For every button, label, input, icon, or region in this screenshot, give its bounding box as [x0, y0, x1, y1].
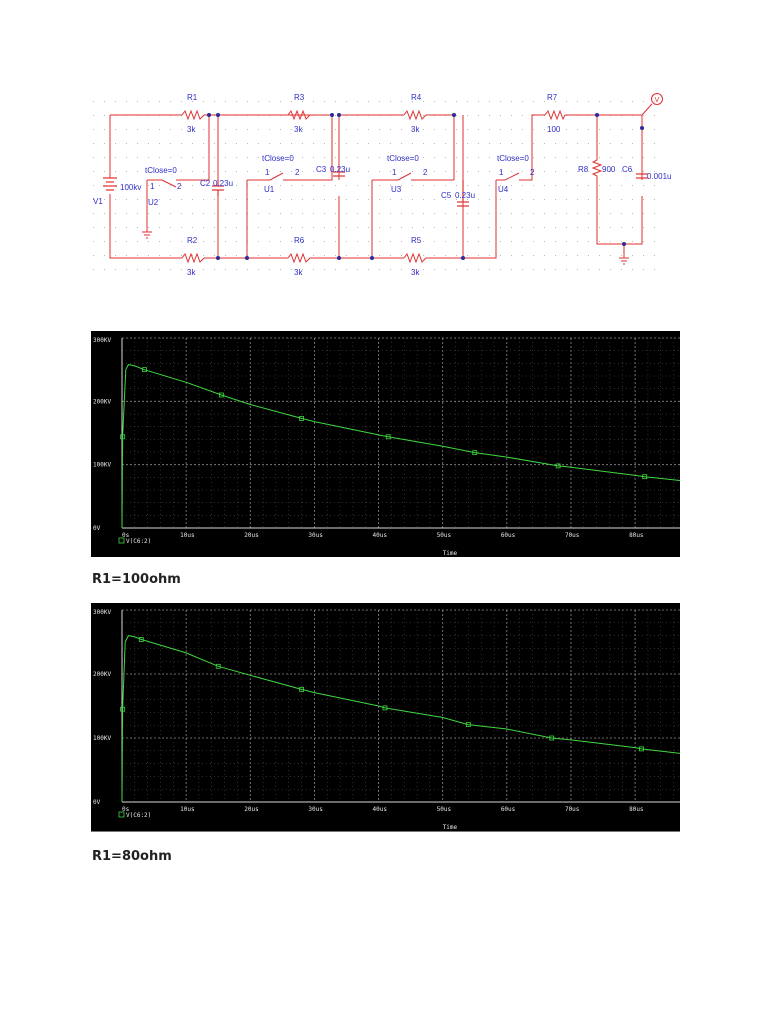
x-tick-label: 40us	[372, 532, 388, 539]
y-tick-label: 300KV	[93, 609, 112, 616]
legend-label: V(C6:2)	[126, 538, 152, 545]
label-c6-name: C6	[622, 165, 633, 174]
label-c5-name: C5	[441, 191, 452, 200]
x-tick-label: 80us	[629, 532, 644, 539]
x-tick-label: 80us	[629, 806, 644, 813]
x-tick-label: 10us	[180, 532, 195, 539]
caption-r1-100ohm: R1=100ohm	[92, 572, 181, 587]
label-c5-value: 0.23u	[455, 191, 476, 200]
label-r7-name: R7	[547, 93, 558, 102]
label-r6-name: R6	[294, 236, 305, 245]
x-tick-label: 50us	[436, 532, 452, 539]
label-r8-value: 900	[602, 165, 616, 174]
resistor-r4	[404, 111, 430, 119]
series-line-0	[122, 365, 680, 528]
label-u1-pin1: 1	[265, 168, 270, 177]
x-tick-label: 30us	[308, 532, 323, 539]
label-r4-value: 3k	[411, 125, 420, 134]
y-tick-label: 200KV	[93, 671, 112, 678]
switch-u4	[505, 173, 526, 180]
capacitor-symbols	[212, 172, 648, 206]
legend-entry	[119, 812, 151, 819]
label-u3-pin1: 1	[392, 168, 397, 177]
x-tick-label: 0s	[122, 806, 130, 813]
label-u3-param: tClose=0	[387, 154, 419, 163]
x-tick-label: 60us	[500, 532, 516, 539]
label-r2-name: R2	[187, 236, 198, 245]
label-u4-name: U4	[498, 185, 509, 194]
circuit-schematic	[0, 0, 768, 300]
resistor-r7	[545, 111, 565, 119]
x-tick-label: 10us	[180, 806, 195, 813]
waveform-plot-2	[91, 603, 680, 832]
label-u2-pin1: 1	[150, 182, 155, 191]
x-axis-label: Time	[442, 550, 458, 557]
x-tick-label: 70us	[564, 806, 580, 813]
label-u2-name: U2	[148, 198, 159, 207]
label-c2-value: 0.23u	[213, 179, 234, 188]
label-u2-param: tClose=0	[145, 166, 177, 175]
label-r3-value: 3k	[294, 125, 303, 134]
resistor-r6	[288, 254, 312, 262]
resistor-r8	[593, 160, 601, 176]
label-v1-value: 100kv	[120, 183, 142, 192]
label-c3-value: 0.23u	[330, 165, 351, 174]
label-u2-pin2: 2	[177, 182, 182, 191]
label-u4-pin1: 1	[499, 168, 504, 177]
label-u3-pin2: 2	[423, 168, 428, 177]
plot-grid	[122, 610, 680, 802]
label-r2-value: 3k	[187, 268, 196, 277]
label-u3-name: U3	[391, 185, 402, 194]
label-c3-name: C3	[316, 165, 327, 174]
ground-symbols	[142, 232, 629, 264]
resistor-r1	[182, 111, 204, 119]
y-tick-label: 100KV	[93, 735, 112, 742]
y-tick-label: 0V	[93, 525, 101, 532]
label-v1-name: V1	[93, 197, 103, 206]
x-axis-label: Time	[442, 824, 458, 831]
x-tick-label: 50us	[436, 806, 452, 813]
switch-u1	[247, 173, 322, 180]
voltage-probe-icon	[652, 94, 663, 105]
label-c6-value: 0.001u	[647, 172, 672, 181]
x-tick-label: 60us	[500, 806, 516, 813]
label-r8-name: R8	[578, 165, 589, 174]
label-u1-param: tClose=0	[262, 154, 294, 163]
label-r6-value: 3k	[294, 268, 303, 277]
component-labels	[93, 93, 671, 277]
x-tick-label: 40us	[372, 806, 388, 813]
plot-2-canvas	[91, 603, 680, 831]
label-r5-name: R5	[411, 236, 422, 245]
switch-u3	[372, 173, 444, 180]
x-tick-label: 20us	[244, 532, 259, 539]
label-r7-value: 100	[547, 125, 561, 134]
label-r1-value: 3k	[187, 125, 196, 134]
x-tick-label: 0s	[122, 532, 130, 539]
label-r5-value: 3k	[411, 268, 420, 277]
resistor-r5	[404, 254, 430, 262]
y-tick-label: 100KV	[93, 461, 112, 469]
legend-entry	[119, 538, 151, 545]
label-u4-param: tClose=0	[497, 154, 529, 163]
svg-text:V: V	[654, 97, 660, 104]
x-tick-label: 70us	[564, 532, 580, 539]
x-tick-label: 20us	[244, 806, 259, 813]
label-u4-pin2: 2	[530, 168, 535, 177]
caption-r1-80ohm: R1=80ohm	[92, 849, 172, 864]
label-r1-name: R1	[187, 93, 198, 102]
y-tick-label: 200KV	[93, 398, 112, 406]
y-tick-label: 300KV	[93, 337, 112, 344]
y-tick-label: 0V	[93, 799, 101, 806]
label-r3-name: R3	[294, 93, 305, 102]
plot-grid	[122, 338, 680, 528]
label-c2-name: C2	[200, 179, 211, 188]
label-u1-name: U1	[264, 185, 275, 194]
waveform-plot-1	[91, 331, 680, 557]
switch-u2	[147, 180, 199, 187]
series-line-0	[122, 636, 680, 802]
x-tick-label: 30us	[308, 806, 323, 813]
legend-label: V(C6:2)	[126, 812, 152, 819]
voltage-source-v1	[103, 178, 117, 190]
label-r4-name: R4	[411, 93, 422, 102]
plot-1-canvas	[91, 331, 680, 557]
label-u1-pin2: 2	[295, 168, 300, 177]
